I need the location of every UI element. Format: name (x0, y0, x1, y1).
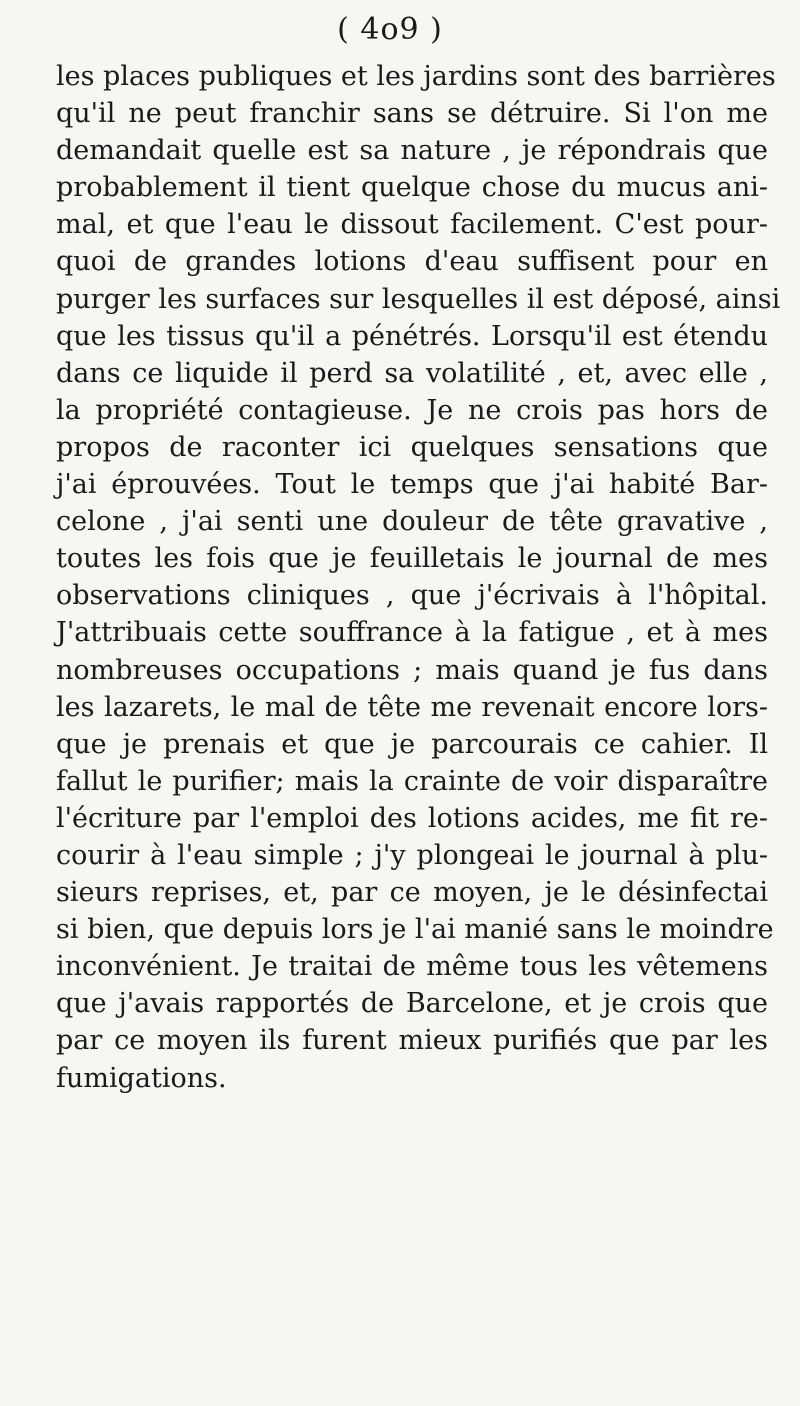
text-line: propos de raconter ici quelques sensations que (56, 431, 768, 463)
text-line: fallut le purifier; mais la crainte de voir disparaître (56, 765, 768, 797)
text-line: les lazarets, le mal de tête me revenait encore lors- (56, 691, 768, 723)
text-line: inconvénient. Je traitai de même tous les vêtemens (56, 951, 768, 983)
page-number: ( 4o9 ) (337, 12, 443, 47)
text-line: probablement il tient quelque chose du mucus ani- (56, 172, 768, 204)
text-line: sieurs reprises, et, par ce moyen, je le désinfectai (56, 877, 768, 909)
text-line: toutes les fois que je feuilletais le journal de mes (56, 543, 768, 575)
text-line: purger les surfaces sur lesquelles il est déposé, ainsi (56, 283, 781, 315)
text-line: l'écriture par l'emploi des lotions acides, me fit re- (56, 802, 768, 834)
text-line: celone , j'ai senti une douleur de tête gravative , (56, 506, 768, 538)
text-line: la propriété contagieuse. Je ne crois pas hors de (56, 394, 768, 426)
text-line: demandait quelle est sa nature , je répondrais que (56, 135, 768, 167)
text-line: si bien, que depuis lors je l'ai manié sans le moindre (56, 914, 774, 946)
text-line: dans ce liquide il perd sa volatilité , et, avec elle , (56, 357, 768, 389)
text-line: que j'avais rapportés de Barcelone, et je crois que (56, 988, 768, 1020)
text-line: les places publiques et les jardins sont des barrières (56, 61, 776, 92)
text-line: qu'il ne peut franchir sans se détruire. Si l'on me (56, 98, 768, 130)
text-line: que les tissus qu'il a pénétrés. Lorsqu'il est étendu (56, 320, 768, 352)
text-line: quoi de grandes lotions d'eau suffisent pour en (56, 246, 768, 278)
text-line: par ce moyen ils furent mieux purifiés que par les (56, 1025, 768, 1057)
text-line: J'attribuais cette souffrance à la fatigue , et à mes (56, 617, 768, 649)
text-line: fumigations. (56, 1062, 227, 1094)
text-line: j'ai éprouvées. Tout le temps que j'ai habité Bar- (56, 469, 768, 501)
text-line: observations cliniques , que j'écrivais à l'hôpital. (56, 580, 768, 612)
text-line: courir à l'eau simple ; j'y plongeai le journal à plu- (56, 839, 768, 871)
text-line: que je prenais et que je parcourais ce cahier. Il (56, 728, 768, 760)
text-body (56, 58, 781, 1097)
text-line: nombreuses occupations ; mais quand je fus dans (56, 654, 768, 686)
text-line: mal, et que l'eau le dissout facilement. C'est pour- (56, 209, 768, 241)
